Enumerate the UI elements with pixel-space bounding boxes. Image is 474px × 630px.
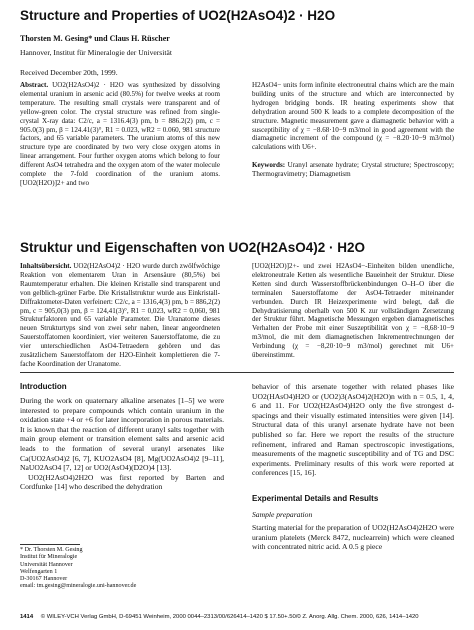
authors: Thorsten M. Gesing* und Claus H. Rüscher (20, 34, 170, 43)
keywords-text: Uranyl arsenate hydrate; Crystal structure; Spectroscopy; Thermogravimetry; Diamagnetism (252, 161, 454, 179)
footnote-line: * Dr. Thorsten M. Gesing (20, 547, 83, 553)
received-date: Received December 20th, 1999. (20, 68, 118, 77)
introduction-column (20, 396, 224, 492)
page-footer (20, 614, 454, 620)
affiliation: Hannover, Institut für Mineralogie der Universität (20, 48, 172, 57)
footnote-line: Welfengarten 1 (20, 568, 58, 575)
right-body-column (252, 382, 454, 552)
introduction-paragraph-1: During the work on quaternary alkaline arsenates [1–5] we were interested to prepare compounds which contain uranium in the oxidation state +4 or +6 for later incorporation in porous materials. It is known that the reaction of different uranyl salts together with main group element or transition element salts and arsenic acid leads to the formation of several uranyl arsenates like Ca(UO2AsO4)2 [6, 7], KUO2AsO4 [8], Mg(UO2AsO4)2 [9–11], NaUO2AsO4 [7, 12] or UO2(AsO4)(D2O)4 [13]. (20, 396, 224, 473)
footer-citation: © WILEY-VCH Verlag GmbH, D-69451 Weinheim, 2000 0044–2313/00/626414–1420 $ 17.50+.50/0 Z. Anorg. Allg. Chem. 2000, 626, 1414–1420 (40, 614, 419, 620)
section-divider (20, 372, 454, 373)
german-title: Struktur und Eigenschaften von UO2(H2AsO4)2 · H2O (20, 240, 366, 255)
abstract-left-column (20, 81, 220, 188)
english-title: Structure and Properties of UO2(H2AsO4)2 · H2O (20, 8, 336, 23)
abstract-text-right: H2AsO4− units form infinite electroneutral chains which are the main building units of the structure and which are interconnected by hydrogen bridging bonds. IR heating experiments show that dehydration around 500 K leads to a complete decomposition of the structure. Magnetic measurement gave a diamagnetic behavior with a susceptibility of χ = −8.68·10−9 m3/mol in good agreement with the diamagnetic increment of the compound (χ = −8.20·10−9 m3/mol) calculations with U6+. (252, 81, 454, 152)
body-paragraph: behavior of this arsenate together with related phases like UO2(HAsO4)H2O or (UO2)3(AsO4)2(H2O)n with n = 0.5, 1, 4, 6 and 11. For UO2(H2AsO4)H2O only the five strongest d-spacings and their visually estimated intensities were given [14]. Structural data of this uranyl arsenate hydrate have not been published so far. Here we report the results of the structure refinement, infrared and Raman spectroscopic investigations, measurements of the magnetic susceptibility and of TG and DSC experiments. Preliminary results of this work were reported at conferences [15, 16]. (252, 382, 454, 478)
body-paragraph: Starting material for the preparation of UO2(H2AsO4)2H2O were uranium platelets (Merck 8472, nuclearrein) which were cleaned with concentrated nitric acid. A 0.5 g piece (252, 523, 454, 552)
introduction-heading: Introduction (20, 382, 67, 391)
german-abstract-label: Inhaltsübersicht. (20, 262, 72, 270)
experimental-heading: Experimental Details and Results (252, 493, 379, 503)
footnote-line: D-30167 Hannover (20, 576, 68, 583)
footnote-rule (20, 544, 80, 545)
footnote-email: email: tm.gesing@mineralogie.uni-hannover.de (20, 583, 137, 590)
page-number: 1414 (20, 614, 34, 620)
keywords (252, 161, 454, 179)
footnote-line: Institut für Mineralogie (20, 554, 78, 561)
abstract-right-column (252, 81, 454, 179)
german-abstract-right: [UO2(H2O)]2+- und zwei H2AsO4−-Einheiten bilden unendliche, elektroneutrale Ketten als wesentliche Baueinheit der Struktur. Diese Ketten sind durch Wasserstoffbrückenbindungen O–H–O über die terminalen Sauerstoffatome der AsO4-Tetraeder miteinander verbunden. Durch IR Heizexperimente wird belegt, daß die Dehydratisierung oberhalb von 500 K zur vollständigen Zersetzung der Struktur führt. Magnetische Messungen ergeben diamagnetisches Verhalten der Probe mit einer Suszeptibilität von χ = −8,68·10−9 m3/mol, die mit dem diamagnetischen Inkrementrechnungen der Verbindung (χ = −8,20·10−9 m3/mol) gerechnet mit U6+ übereinstimmt. (252, 262, 454, 360)
introduction-paragraph-2: UO2(H2AsO4)2H2O was first reported by Barten and Cordfunke [14] who described the dehydration (20, 472, 224, 492)
sample-preparation-heading: Sample preparation (252, 509, 313, 519)
german-abstract-text-left: UO2(H2AsO4)2 · H2O wurde durch zwölfwöchige Reaktion von elementarem Uran in Arsensäure (80,5%) bei Raumtemperatur erhalten. Die kleinen Kristalle sind transparent und von gelblich-grüner Farbe. Die Kristallstruktur wurde aus Einkristall-Diffraktometer-Daten verfeinert: C2/c, a = 1316,4(3) pm, b = 886,2(2) pm, c = 905,0(3) pm, β = 124,41(3)°, R1 = 0,023, wR2 = 0,060, 981 Strukturfaktoren und 65 variable Parameter. Die Uranatome dieses neuen Strukturtyps sind von zwei sehr nahen, linear angeordneten Sauerstoffatomen koordiniert, vier weiteren Sauerstoffatome, die zu vier unterschiedlichen AsO4-Tetraedern gehören und das zusätzlichem Sauerstoffatom der H2O-Einheit komplettieren die 7-fache Koordination der Uranatome. (20, 262, 220, 368)
footnote-line: Universität Hannover (20, 561, 73, 568)
german-abstract-left (20, 262, 220, 369)
abstract-label: Abstract. (20, 81, 49, 89)
abstract-text-left: UO2(H2AsO4)2 · H2O was synthesized by dissolving elemental uranium in arsenic acid (80.5%) for twelve weeks at room temperature. The resulting small crystals were transparent and of yellow-green color. The crystal structure was refined from single-crystal X-ray data: C2/c, a = 1316.4(3) pm, b = 886.2(2) pm, c = 905.0(3) pm, β = 124.41(3)°, R1 = 0.023, wR2 = 0.060, 981 structure factors, and 65 variable parameters. The uranium atoms of this new structure type are coordinated by two very close oxygen atoms in linear arrangement. Four further oxygen atoms which belong to four different AsO4 tetrahedra and the oxygen atom of the water molecule complete the 7-fold coordination of the uranium atoms. [UO2(H2O)]2+ and two (20, 81, 220, 187)
author-footnote (20, 544, 200, 591)
keywords-label: Keywords: (252, 161, 286, 170)
